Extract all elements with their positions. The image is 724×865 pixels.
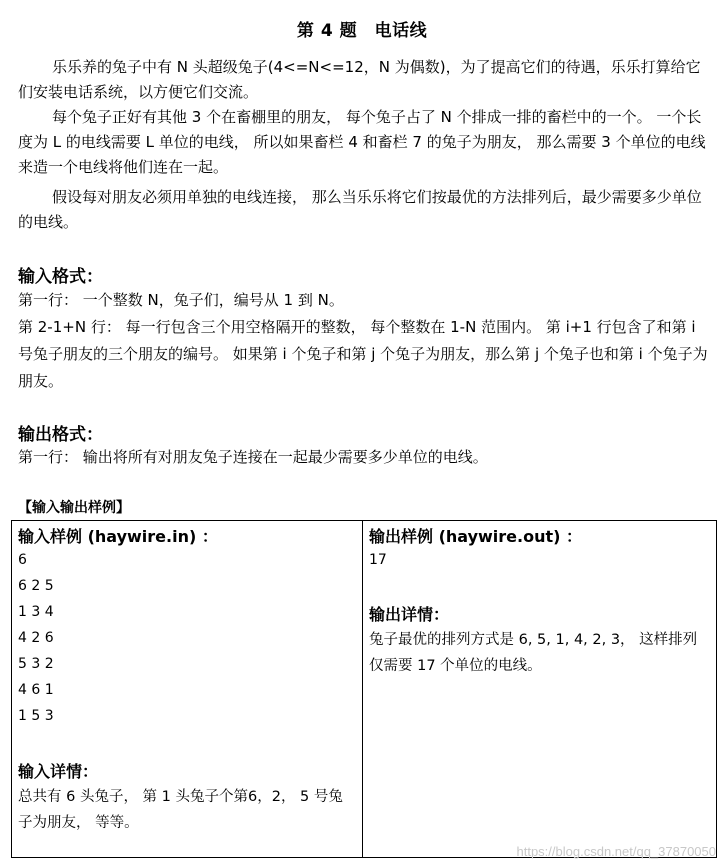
output-format-line-1: 第一行： 输出将所有对朋友兔子连接在一起最少需要多少单位的电线。	[18, 448, 488, 466]
sample-input-line: 5 3 2	[18, 656, 54, 672]
sample-output-value: 17	[369, 552, 387, 568]
sample-input-cell	[12, 521, 363, 857]
sample-input-line: 1 3 4	[18, 604, 54, 620]
description-paragraph-2: 每个兔子正好有其他 3 个在畜棚里的朋友， 每个兔子占了 N 个排成一排的畜栏中的一个。 一个长度为 L 的电线需要 L 单位的电线， 所以如果畜栏 4 和畜栏 7 的兔子为朋友， 那么需要 3 个单位的电线来造一个电线将他们连在一起。	[18, 108, 706, 176]
watermark: https://blog.csdn.net/qq_37870050	[516, 844, 716, 859]
output-detail-heading: 输出详情：	[369, 605, 450, 624]
output-detail-text: 兔子最优的排列方式是 6, 5, 1, 4, 2, 3， 这样排列仅需要 17 个单位的电线。	[369, 632, 698, 674]
sample-output-heading: 输出样例 (haywire.out) ：	[369, 527, 583, 546]
input-format-line-2: 第 2-1+N 行： 每一行包含三个用空格隔开的整数， 每个整数在 1-N 范围内。 第 i+1 行包含了和第 i 号兔子朋友的三个朋友的编号。 如果第 i 个兔子和第 j 个兔子为朋友，那么第 j 个兔子也和第 i 个兔子为朋友。	[18, 318, 708, 390]
page-title: 第 4 题 电话线	[296, 21, 428, 41]
sample-input-line: 6 2 5	[18, 578, 54, 594]
sample-input-line: 6	[18, 552, 27, 568]
input-format-heading: 输入格式：	[18, 267, 103, 287]
input-detail-text: 总共有 6 头兔子， 第 1 头兔子个第6，2， 5 号兔子为朋友， 等等。	[18, 789, 343, 831]
sample-table	[11, 520, 717, 858]
sample-title: 【输入输出样例】	[18, 500, 130, 516]
sample-input-line: 4 2 6	[18, 630, 54, 646]
description-paragraph-1: 乐乐养的兔子中有 N 头超级兔子(4<=N<=12，N 为偶数)，为了提高它们的待遇，乐乐打算给它们安装电话系统，以方便它们交流。	[18, 58, 701, 101]
output-format-heading: 输出格式：	[18, 425, 103, 445]
sample-output-cell	[363, 521, 716, 857]
sample-input-line: 1 5 3	[18, 708, 54, 724]
input-detail-heading: 输入详情：	[18, 762, 99, 781]
sample-input-line: 4 6 1	[18, 682, 54, 698]
sample-input-heading: 输入样例 (haywire.in) ：	[18, 527, 218, 546]
input-format-line-1: 第一行： 一个整数 N，兔子们，编号从 1 到 N。	[18, 291, 344, 309]
description-paragraph-3: 假设每对朋友必须用单独的电线连接， 那么当乐乐将它们按最优的方法排列后，最少需要多少单位的电线。	[18, 188, 702, 231]
